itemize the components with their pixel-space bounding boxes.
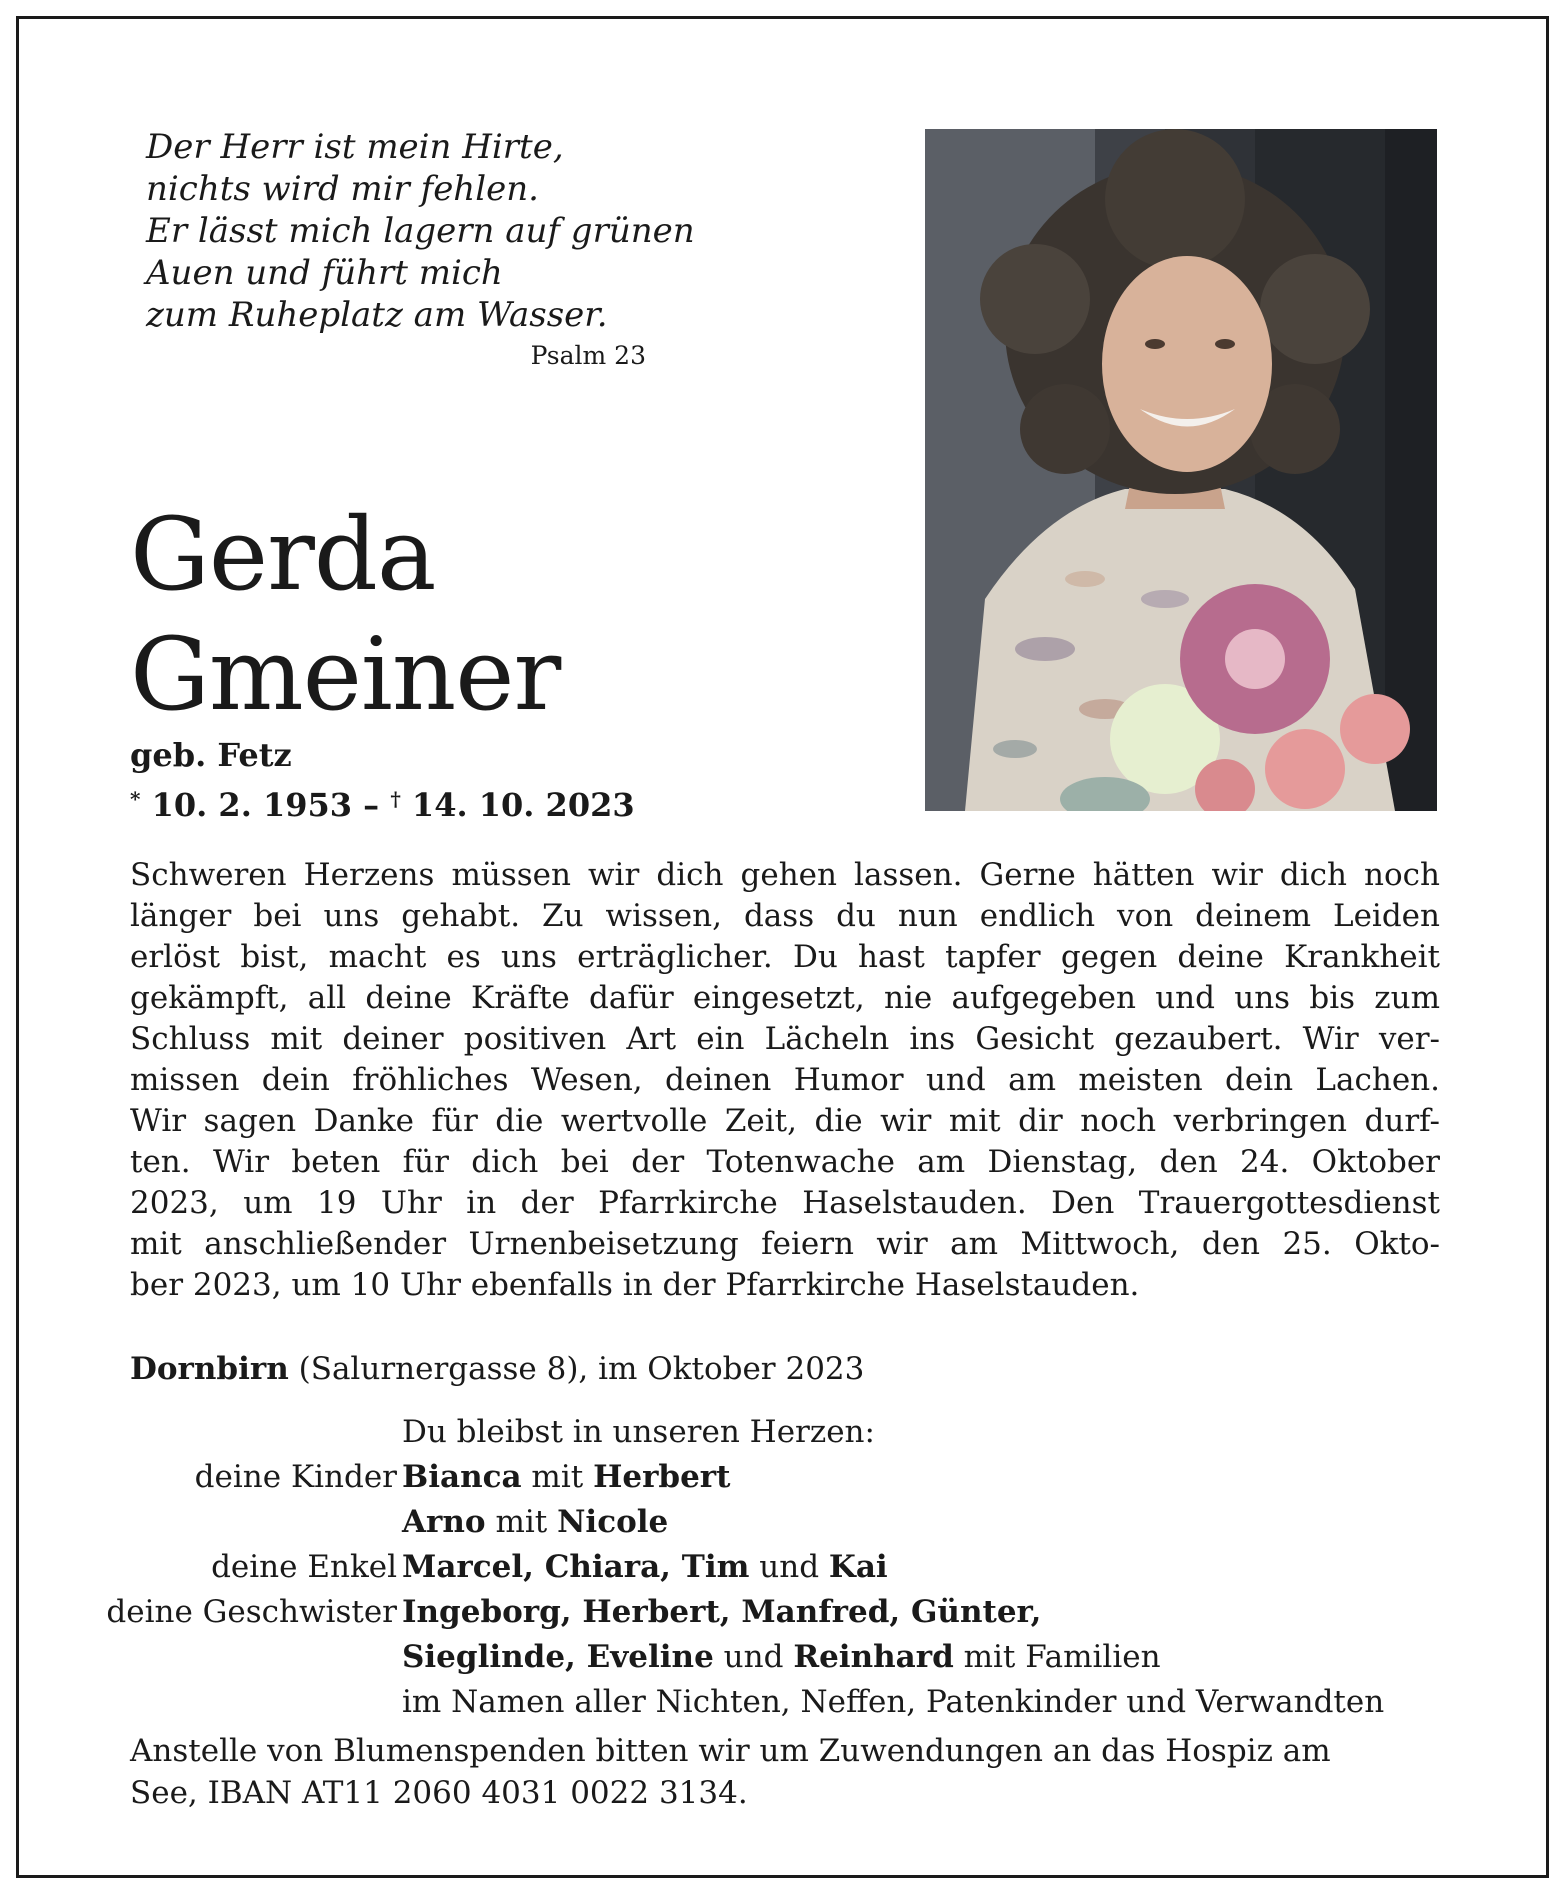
verse-line: Auen und führt mich <box>146 253 503 293</box>
life-dates <box>130 779 635 825</box>
city: Dornbirn <box>130 1351 289 1387</box>
sibling-name: Reinhard <box>793 1639 954 1675</box>
donation-line: See, IBAN AT11 2060 4031 0022 3134. <box>130 1775 748 1811</box>
mourners-intro-row <box>0 1410 1567 1455</box>
text-line: erlöst bist, macht es uns erträglicher. Du hast tapfer gegen deine Krankheit <box>130 939 1440 975</box>
maiden-name: geb. Fetz <box>130 736 292 774</box>
deceased-name <box>130 495 560 735</box>
children-row <box>0 1455 1567 1500</box>
verse-line: Er lässt mich lagern auf grünen <box>146 211 695 251</box>
children-label: deine Kinder <box>194 1459 397 1495</box>
text-line: länger bei uns gehabt. Zu wissen, dass du nun endlich von deinem Leiden <box>130 898 1440 934</box>
grandchild-names: Marcel, Chiara, Tim <box>402 1549 750 1585</box>
donation-note <box>130 1730 1440 1814</box>
families-suffix: mit Familien <box>953 1639 1161 1675</box>
siblings-row <box>0 1635 1567 1680</box>
siblings-label: deine Geschwister <box>106 1594 397 1630</box>
address-date: (Salurnergasse 8), im Oktober 2023 <box>288 1351 865 1387</box>
verse-line: Der Herr ist mein Hirte, <box>146 127 564 167</box>
siblings-row <box>0 1590 1567 1635</box>
children-names-2 <box>402 1500 668 1545</box>
relatives-row <box>0 1680 1567 1725</box>
grandchildren-names <box>402 1545 888 1590</box>
children-names-1 <box>402 1455 730 1500</box>
child-name: Bianca <box>402 1459 522 1495</box>
verse-line: zum Ruheplatz am Wasser. <box>146 295 608 335</box>
sibling-names: Sieglinde, Eveline <box>402 1639 714 1675</box>
relatives-line: im Namen aller Nichten, Neffen, Patenkinder und Verwandten <box>402 1684 1385 1720</box>
grandchild-name: Kai <box>828 1549 888 1585</box>
obituary-text <box>130 855 1440 1306</box>
birth-symbol: * <box>130 787 141 811</box>
text-line: Schweren Herzens müssen wir dich gehen lassen. Gerne hätten wir dich noch <box>130 857 1440 893</box>
siblings-names-1 <box>402 1590 1041 1635</box>
donation-line: Anstelle von Blumenspenden bitten wir um Zuwendungen an das Hospiz am <box>130 1733 1331 1769</box>
connector-text: mit <box>521 1459 594 1495</box>
first-name: Gerda <box>130 496 436 613</box>
place-date-line <box>130 1349 864 1389</box>
text-line: gekämpft, all deine Kräfte dafür eingesetzt, nie aufgegeben und uns bis zum <box>130 980 1440 1016</box>
mourners-intro: Du bleibst in unseren Herzen: <box>402 1414 875 1450</box>
death-symbol: † <box>390 787 401 811</box>
connector-text: und <box>749 1549 829 1585</box>
grandchildren-label: deine Enkel <box>211 1549 397 1585</box>
text-line: Wir sagen Danke für die wertvolle Zeit, die wir mit dir noch verbringen durf- <box>130 1103 1440 1139</box>
partner-name: Nicole <box>557 1504 669 1540</box>
partner-name: Herbert <box>593 1459 731 1495</box>
connector-text: und <box>713 1639 794 1675</box>
connector-text: mit <box>485 1504 558 1540</box>
text-line: 2023, um 19 Uhr in der Pfarrkirche Haselstauden. Den Trauergottesdienst <box>130 1185 1440 1221</box>
psalm-verse <box>146 126 695 336</box>
verse-reference: Psalm 23 <box>530 341 646 370</box>
portrait-photo <box>925 129 1437 811</box>
text-line: missen dein fröhliches Wesen, deinen Humor und am meisten dein Lachen. <box>130 1062 1440 1098</box>
death-date: 14. 10. 2023 <box>411 786 635 824</box>
birth-date: 10. 2. 1953 <box>151 786 353 824</box>
date-separator: – <box>352 786 391 824</box>
verse-line: nichts wird mir fehlen. <box>146 169 539 209</box>
grandchildren-row <box>0 1545 1567 1590</box>
child-name: Arno <box>402 1504 486 1540</box>
text-line: Schluss mit deiner positiven Art ein Lächeln ins Gesicht gezaubert. Wir ver- <box>130 1021 1440 1057</box>
sibling-names: Ingeborg, Herbert, Manfred, Günter, <box>402 1594 1042 1630</box>
last-name: Gmeiner <box>130 616 561 733</box>
children-row <box>0 1500 1567 1545</box>
mourners-list <box>0 1410 1567 1725</box>
text-line: ber 2023, um 10 Uhr ebenfalls in der Pfarrkirche Haselstauden. <box>130 1267 1140 1303</box>
text-line: mit anschließender Urnenbeisetzung feiern wir am Mittwoch, den 25. Okto- <box>130 1226 1440 1262</box>
text-line: ten. Wir beten für dich bei der Totenwache am Dienstag, den 24. Oktober <box>130 1144 1440 1180</box>
siblings-names-2 <box>402 1635 1161 1680</box>
